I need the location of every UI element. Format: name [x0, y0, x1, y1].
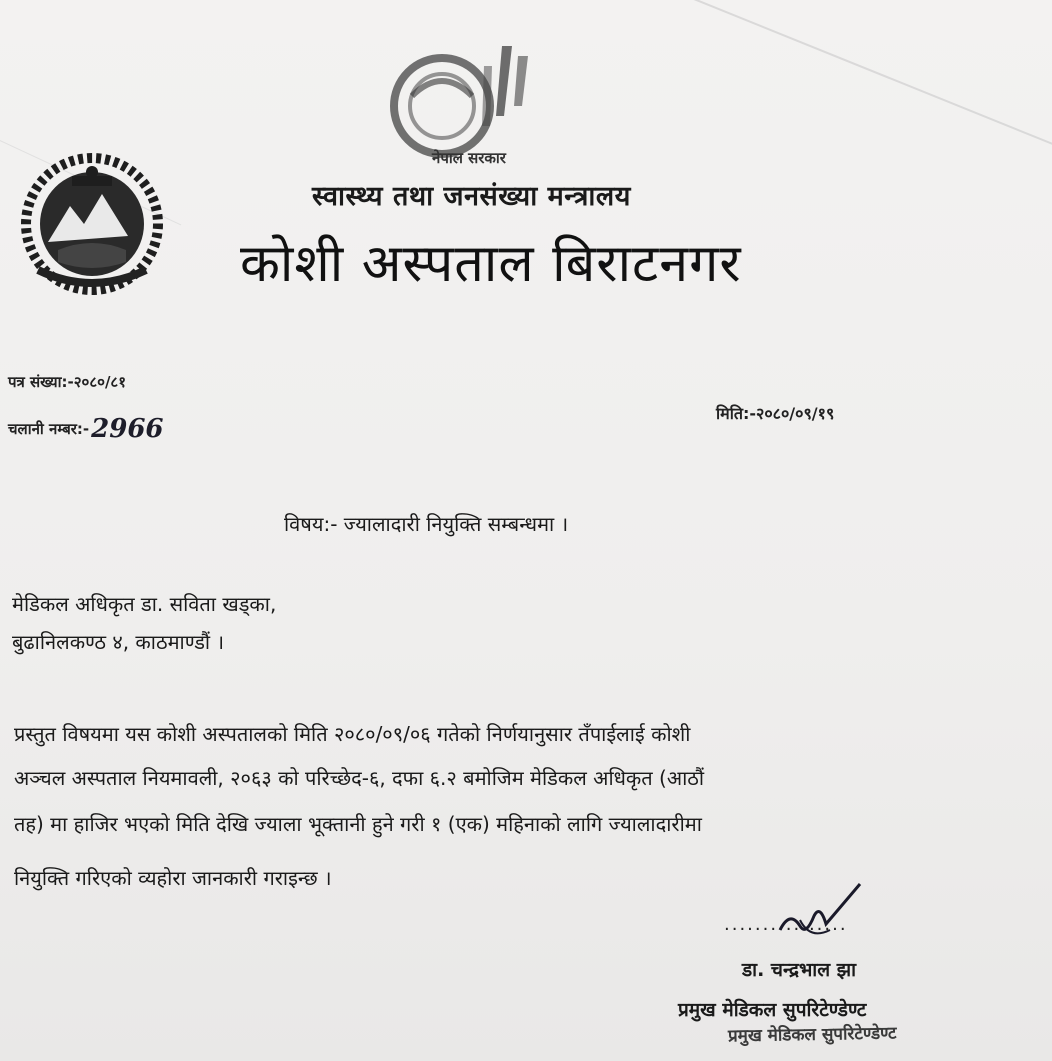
addressee-address: बुढानिलकण्ठ ४, काठमाण्डौं ।: [12, 630, 225, 654]
nepal-emblem-icon: [18, 150, 166, 298]
letter-subject: विषय:- ज्यालादारी नियुक्ति सम्बन्धमा ।: [284, 512, 569, 536]
hospital-name: कोशी अस्पताल बिराटनगर: [240, 234, 742, 294]
signatory-stamp: प्रमुख मेडिकल सुपरिटेण्डेण्ट: [727, 1023, 897, 1047]
ministry-name: स्वास्थ्य तथा जनसंख्या मन्त्रालय: [312, 181, 631, 212]
body-line: नियुक्ति गरिएको व्यहोरा जानकारी गराइन्छ ।: [14, 866, 332, 890]
dispatch-number: [8, 414, 164, 444]
letter-number-value: २०८०/८१: [73, 373, 127, 391]
government-name: नेपाल सरकार: [432, 149, 506, 167]
letter-number: [8, 372, 126, 392]
signature-line: ................: [724, 914, 848, 935]
addressee-name: मेडिकल अधिकृत डा. सविता खड्का,: [12, 592, 277, 616]
dispatch-number-label: चलानी नम्बर:-: [8, 420, 90, 438]
signatory-name: डा. चन्द्रभाल झा: [742, 959, 857, 981]
body-line: तह) मा हाजिर भएको मिति देखि ज्याला भूक्तानी हुने गरी १ (एक) महिनाको लागि ज्यालादारीमा: [14, 812, 702, 836]
paper-fold-line: [599, 0, 1052, 224]
letter-number-label: पत्र संख्या:-: [8, 373, 74, 391]
body-line: अञ्चल अस्पताल नियमावली, २०६३ को परिच्छेद-६, दफा ६.२ बमोजिम मेडिकल अधिकृत (आठौं: [14, 766, 705, 790]
signatory-title: प्रमुख मेडिकल सुपरिटेण्डेण्ट: [678, 999, 867, 1021]
dispatch-number-value: 2966: [91, 414, 164, 444]
letter-date: मिति:-२०८०/०९/१९: [716, 404, 835, 423]
body-line: प्रस्तुत विषयमा यस कोशी अस्पतालको मिति २०८०/०९/०६ गतेको निर्णयानुसार तँपाईलाई कोशी: [14, 722, 691, 746]
signature-icon: [770, 880, 870, 950]
